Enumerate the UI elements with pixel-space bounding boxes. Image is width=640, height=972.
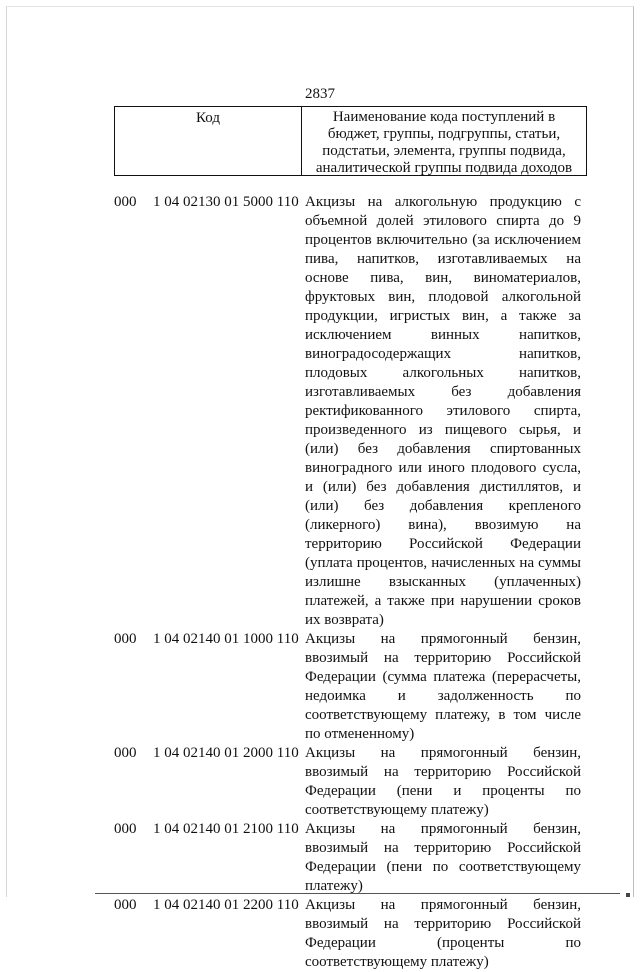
- page-number: 2837: [305, 86, 335, 102]
- table-row: [0, 896, 640, 972]
- admin-code: 000: [114, 194, 137, 210]
- admin-code: 000: [114, 821, 137, 837]
- income-code: 1 04 02140 01 2200 110: [153, 897, 299, 913]
- table-row: [0, 820, 640, 896]
- table-row: [0, 744, 640, 820]
- table-header: [114, 106, 587, 176]
- income-description: Акцизы на прямогонный бензин, ввозимый на территорию Российской Федерации (пени и проценты по соответствующему платежу): [305, 745, 581, 818]
- income-description: Акцизы на прямогонный бензин, ввозимый на территорию Российской Федерации (сумма платежа (перерасчеты, недоимка и задолженность по соответствующему платежу, в том числе по отмененному): [305, 631, 581, 742]
- income-description: Акцизы на прямогонный бензин, ввозимый на территорию Российской Федерации (пени по соответствующему платежу): [305, 821, 581, 894]
- income-description: Акцизы на алкогольную продукцию с объемной долей этилового спирта до 9 процентов включительно (за исключением пива, напитков, изготавливаемых на основе пива, вин, виноматериалов, фруктовых вин, плодовой алкогольной продукции, игристых вин, а также за исключением винных напитков, виноградосодержащих напитков, плодовых алкогольных напитков, изготавливаемых без добавления ректификованного этилового спирта, произведенного из пищевого сырья, и (или) без добавления спиртованных виноградного или иного плодового сусла, и (или) без добавления дистиллятов, и (или) без добавления крепленого (ликерного) вина), ввозимую на территорию Российской Федерации (уплата процентов, начисленных на суммы излишне взысканных (уплаченных) платежей, а также при нарушении сроков их возврата): [305, 194, 581, 628]
- table-row: [0, 630, 640, 744]
- bottom-scan-edge: [95, 893, 620, 894]
- header-code-label: Код: [196, 110, 220, 126]
- scan-mark: [626, 893, 630, 897]
- income-code: 1 04 02140 01 1000 110: [153, 631, 299, 647]
- admin-code: 000: [114, 897, 137, 913]
- admin-code: 000: [114, 745, 137, 761]
- table-row: [0, 193, 640, 630]
- income-code: 1 04 02140 01 2000 110: [153, 745, 299, 761]
- table-body: [0, 193, 640, 972]
- income-description: Акцизы на прямогонный бензин, ввозимый на территорию Российской Федерации (проценты по соответствующему платежу): [305, 897, 581, 970]
- header-name-label: Наименование кода поступлений в бюджет, группы, подгруппы, статьи, подстатьи, элемента, группы подвида, аналитической группы подвида доходов: [315, 109, 573, 176]
- income-code: 1 04 02130 01 5000 110: [153, 194, 299, 210]
- admin-code: 000: [114, 631, 137, 647]
- income-code: 1 04 02140 01 2100 110: [153, 821, 299, 837]
